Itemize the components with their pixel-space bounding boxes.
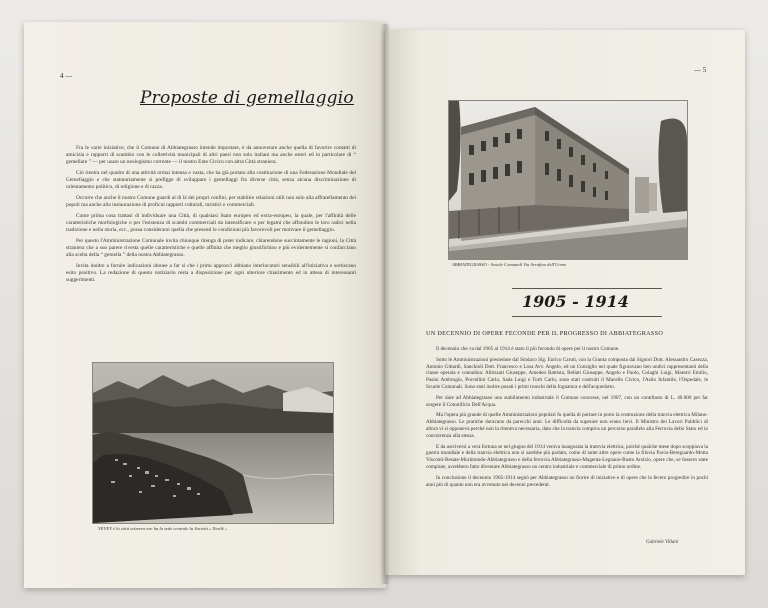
school-building-illustration [449, 101, 687, 259]
vevey-photo-caption: VEVEY è la città svizzera ove ha la sede centrale la Società « Nestlé » [98, 526, 228, 531]
lake-town-illustration [93, 363, 333, 523]
right-paragraph: E da ascriversi a vera fortuna se nel giugno del 1914 veniva inaugurata la tramvia elettrica, poiché qualche mese dopo scoppiava la guerra mondiale e della tranvia elettrica non si sarebbe più parlato, come di tante altre opere come la filovia Pavia-Bereguardo-Motta Visconti-Besate-Morimondo-Abbiategrasso e della ferrovia Abbiategrasso-Magenta-Legnano-Busto Arsizio, opere che, se fossero state compiute, avrebbero fatto diventare Abbiategrasso un centro industriale e commerciale di primo ordine. [426, 443, 708, 470]
right-article-body [426, 346, 708, 492]
left-paragraph: Ciò rientra nel quadro di una attività ormai intensa e vasta, che ha già portato alla costituzione di una Federazione Mondiale del Gemellaggio e che statutariamente si prefigge di sviluppare i gemellaggi fra diverse città, senza alcuna discriminazione di orientamento politico, di religione e di razza. [66, 170, 356, 190]
right-paragraph: Sotto le Amministrazioni presiedute dal Sindaco Sig. Enrico Caruti, con la Giunta composta dai Signori Dott. Alessandro Casezza, Antonio Gittardi, Sanchioli Dott. Francesco e Losa Avv. Angelo, ed un Consiglio nel quale figuravano ben undici rappresentanti della classe operaia e contadina: Albizzati Giuseppe, Amedeo Battista, Bellati Giuseppe, Angelo e Paolo, Colaghi Luigi, Maestri Emilio, Pasini Ambrogio, Porcellini Carlo, Sada Luigi e Torti Carlo, sono stati costruiti il Macello Civico, l'Asilo Infantile, l'Ospedale, le Scuole Comunali. Sono stati inoltre posati i primi tronchi della fognatura e dell'acquedotto. [426, 356, 708, 390]
right-page-number: — 5 [694, 66, 707, 74]
headline-years: 1905 - 1914 [522, 292, 629, 311]
vevey-photo [92, 362, 334, 524]
left-page-number: 4 — [60, 72, 73, 80]
left-paragraph: Fra le varie iniziative, che il Comune di Abbiategrasso intende impostare, è da annoverare anche quella di favorire contatti di amicizia e rapporti di scambio con le collettività municipali di altri paesi non solo italiani ma anche esteri ed in particolare di “ gemellare ” — per usare un neologismo corrente — il nostro Ente Civico con altra Città straniera. [66, 145, 356, 165]
left-paragraph: Come prima cosa trattasi di individuare una Città, di qualsiasi Stato europeo ed extra-europeo, la quale, per l'affinità delle caratteristiche morfologiche o per l'esistenza di scambi commerciali da intensificare o per legami che affondino le loro radici nella tradizione e nella storia, ecc., possa considerarsi quella che presenti le condizioni più favorevoli per motivare il gemellaggio. [66, 213, 356, 233]
left-article-body [66, 145, 356, 288]
article-title: Proposte di gemellaggio [140, 88, 354, 108]
headline-rule-top [512, 288, 662, 289]
right-paragraph: Il decennio che va dal 1905 al 1914 è stato il più fecondo di opere per il nostro Comune. [436, 346, 620, 352]
right-paragraph: In conclusione il decennio 1905-1914 segnò per Abbiategrasso un fiorire di iniziative e di opere che la fecero progredire in pochi anni più di quanto non era avvenuto nei decenni precedenti. [426, 474, 708, 488]
school-building-photo [448, 100, 688, 260]
left-paragraph: Invita inoltre a fornire indicazioni idonee a far sì che i primi approcci abbiano interlocutori sensibili all'iniziativa e sortiscano esito positivo. La redazione di questo notiziario resta a disposizione per ogni ulteriore chiarimento ed in attesa di interessanti suggerimenti. [66, 263, 356, 283]
right-paragraph: Ma l'opera più grande di quelle Amministrazioni popolari fu quella di portare in porto la costruzione della tranvia elettrica Milano-Abbiategrasso. Le pratiche duravano da parecchi anni. Le difficoltà da superare non erano lievi. Il Ministro dei Lavori Pubblici di allora vi si opponeva perché non la riteneva necessaria, dato che la tranvia compiva un percorso parallelo alla Ferrovia dello Stato ed in concorrenza alla stessa. [426, 412, 708, 439]
school-photo-caption: ABBIATEGRASSO - Scuole Comunali Via Serafino dell'Uomo [452, 262, 567, 267]
headline-rule-bottom [512, 316, 662, 317]
left-paragraph: Per questo l'Amministrazione Comunale invita chiunque ritenga di poter indicare, chiarendone succintamente le ragioni, la Città straniera che a suo parere rivesta quelle caratteristiche e quelle affinità che meglio giustifichino e più evidentemente si confacciano alla scelta della “ gemella ” della nostra Abbiategrasso. [66, 238, 356, 258]
book-spine [380, 24, 390, 584]
left-paragraph: Occorre che anche il nostro Comune guardi al di là dei propri confini, per stabilire relazioni utili non solo alla affratellamento dei popoli ma anche alla instaurazione di proficui rapporti culturali, turistici e commerciali. [66, 195, 356, 208]
article-subheading: UN DECENNIO DI OPERE FECONDE PER IL PROGRESSO DI ABBIATEGRASSO [426, 330, 664, 337]
author-signature: Gabriele Villani [646, 540, 679, 545]
right-paragraph: Per dare ad Abbiategrasso uno stabilimento industriale il Comune concesse, nel 1907, con un contributo di L. 40.000 per far sorgere il Cotonificio Dell'Acqua. [426, 394, 708, 408]
